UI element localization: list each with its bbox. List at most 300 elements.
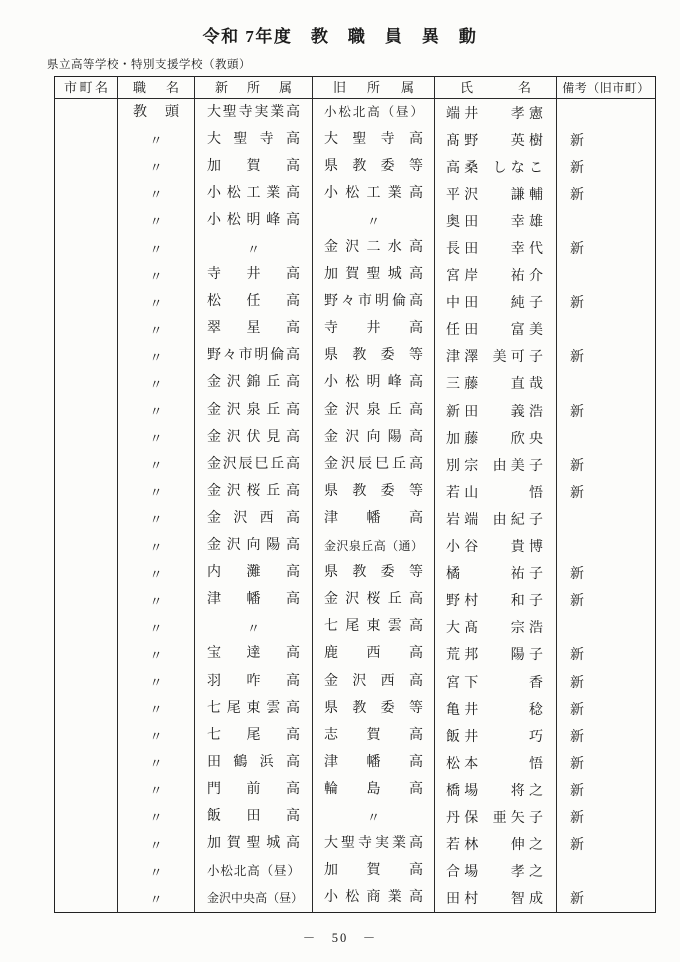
cell-name [435, 262, 557, 289]
first-name: 美可子 [492, 350, 548, 366]
last-name: 新田 [446, 404, 483, 420]
col-header-name [435, 77, 557, 99]
cell-old-school [313, 533, 435, 560]
cell-position [118, 533, 195, 560]
cell-position [118, 641, 195, 668]
ditto-mark: 〃 [149, 133, 163, 149]
person-name [435, 726, 556, 746]
document-subtitle: 県立高等学校・特別支援学校（教頭） [47, 59, 251, 71]
cell-remark [557, 126, 656, 153]
cell-new-school [195, 668, 313, 695]
ditto-mark: 〃 [149, 566, 163, 582]
first-name: 孝憲 [510, 106, 548, 122]
last-name: 髙野 [446, 133, 483, 149]
table-row [55, 289, 656, 316]
cell-city [55, 505, 118, 532]
table-row [55, 776, 656, 803]
distributed-text: 加 賀 聖 城 高 [207, 836, 300, 852]
cell-name [435, 776, 557, 803]
remark-new-badge: 新 [570, 838, 584, 854]
person-name [435, 157, 556, 177]
cell-position [118, 831, 195, 858]
cell-name [435, 370, 557, 397]
ditto-mark: 〃 [149, 864, 163, 880]
cell-old-school [313, 316, 435, 343]
person-name [435, 130, 556, 150]
distributed-text: 金 沢 錦 丘 高 [207, 375, 300, 391]
cell-old-school [313, 180, 435, 207]
cell-city [55, 370, 118, 397]
cell-position [118, 505, 195, 532]
first-name: 亜矢子 [492, 810, 548, 826]
remark-new-badge: 新 [570, 594, 584, 610]
ditto-mark: 〃 [149, 322, 163, 338]
first-name: しなこ [492, 160, 548, 176]
last-name: 荒邦 [446, 648, 483, 664]
cell-position [118, 858, 195, 885]
cell-new-school [195, 370, 313, 397]
cell-remark [557, 560, 656, 587]
distributed-text: 小 松 明 峰 高 [207, 212, 300, 228]
cell-new-school [195, 343, 313, 370]
cell-new-school [195, 397, 313, 424]
cell-remark [557, 749, 656, 776]
cell-remark [557, 397, 656, 424]
person-name [435, 238, 556, 258]
cell-new-school [195, 478, 313, 505]
distributed-text: 野 々 市 明 倫 高 [324, 294, 423, 310]
first-name: 陽子 [510, 648, 548, 664]
cell-new-school [195, 99, 313, 127]
person-name [435, 346, 556, 366]
cell-city [55, 234, 118, 261]
cell-new-school [195, 803, 313, 830]
remark-new-badge: 新 [570, 242, 584, 258]
first-name: 謙輔 [510, 187, 548, 203]
distributed-text: 大 聖 寺 高 [207, 131, 300, 147]
distributed-text: 小 松 工 業 高 [324, 185, 423, 201]
cell-remark [557, 641, 656, 668]
table-row [55, 803, 656, 830]
distributed-text: 七 尾 東 雲 高 [324, 619, 423, 635]
cell-old-school [313, 370, 435, 397]
table-row [55, 424, 656, 451]
cell-city [55, 424, 118, 451]
person-name [435, 699, 556, 719]
cell-new-school [195, 505, 313, 532]
cell-name [435, 505, 557, 532]
cell-city [55, 803, 118, 830]
distributed-text: 金 沢 向 陽 高 [324, 429, 423, 445]
person-name [435, 265, 556, 285]
remark-new-badge: 新 [570, 783, 584, 799]
first-name: 由紀子 [492, 512, 548, 528]
distributed-text: 門 前 高 [207, 781, 300, 797]
distributed-text: 小 松 北 高 （ 昼 ） [207, 863, 300, 878]
first-name: 香 [528, 675, 548, 691]
ditto-mark: 〃 [149, 675, 163, 691]
distributed-text: 津 幡 高 [324, 754, 423, 770]
first-name: 稔 [528, 702, 548, 718]
cell-old-school [313, 722, 435, 749]
cell-new-school [195, 533, 313, 560]
cell-remark [557, 885, 656, 913]
cell-remark [557, 180, 656, 207]
cell-position [118, 695, 195, 722]
distributed-text: 金 沢 西 高 [324, 673, 423, 689]
ditto-mark: 〃 [149, 241, 163, 257]
remark-new-badge: 新 [570, 350, 584, 366]
distributed-text: 寺 井 高 [324, 321, 423, 337]
cell-new-school [195, 722, 313, 749]
distributed-text: 職 名 [133, 80, 179, 95]
last-name: 長田 [446, 242, 483, 258]
document-title: 令和 7年度 教 職 員 異 動 [202, 27, 478, 46]
cell-position [118, 614, 195, 641]
cell-remark [557, 533, 656, 560]
ditto-mark: 〃 [149, 891, 163, 907]
cell-old-school [313, 560, 435, 587]
col-header-position [118, 77, 195, 99]
cell-position [118, 289, 195, 316]
last-name: 合場 [446, 865, 483, 881]
cell-position [118, 803, 195, 830]
distributed-text: 県 教 委 等 [324, 483, 423, 499]
table-row [55, 99, 656, 127]
remark-new-badge: 新 [570, 187, 584, 203]
first-name: 悟 [528, 756, 548, 772]
cell-new-school [195, 180, 313, 207]
remark-new-badge: 新 [570, 729, 584, 745]
cell-old-school [313, 451, 435, 478]
cell-position [118, 478, 195, 505]
ditto-mark: 〃 [149, 268, 163, 284]
last-name: 若林 [446, 838, 483, 854]
distributed-text: 飯 田 高 [207, 808, 300, 824]
first-name: 欣央 [510, 431, 548, 447]
last-name: 宮下 [446, 675, 483, 691]
cell-name [435, 451, 557, 478]
cell-name [435, 722, 557, 749]
distributed-text: 輪 島 高 [324, 781, 423, 797]
distributed-text: 寺 井 高 [207, 267, 300, 283]
table-row [55, 749, 656, 776]
person-name [435, 211, 556, 231]
cell-city [55, 180, 118, 207]
cell-name [435, 858, 557, 885]
distributed-text: 志 賀 高 [324, 727, 423, 743]
person-name [435, 563, 556, 583]
cell-city [55, 153, 118, 180]
table-header-row [55, 77, 656, 99]
cell-remark [557, 776, 656, 803]
cell-position [118, 370, 195, 397]
distributed-text: 金 沢 伏 見 高 [207, 429, 300, 445]
cell-remark [557, 831, 656, 858]
distributed-text: 内 灘 高 [207, 565, 300, 581]
cell-city [55, 695, 118, 722]
last-name: 平沢 [446, 187, 483, 203]
first-name: 宗浩 [510, 621, 548, 637]
ditto-mark: 〃 [149, 376, 163, 392]
cell-new-school [195, 614, 313, 641]
first-name: 将之 [510, 783, 548, 799]
cell-city [55, 126, 118, 153]
ditto-mark: 〃 [149, 431, 163, 447]
last-name: 橘 [446, 567, 465, 583]
cell-new-school [195, 207, 313, 234]
cell-old-school [313, 126, 435, 153]
cell-name [435, 831, 557, 858]
distributed-text: 金 沢 泉 丘 高 （ 通 ） [324, 539, 423, 554]
cell-name [435, 533, 557, 560]
person-name [435, 807, 556, 827]
cell-old-school [313, 262, 435, 289]
last-name: 端井 [446, 106, 483, 122]
table-row [55, 153, 656, 180]
ditto-mark: 〃 [149, 485, 163, 501]
cell-old-school [313, 885, 435, 913]
cell-city [55, 289, 118, 316]
cell-position [118, 397, 195, 424]
ditto-mark: 〃 [149, 837, 163, 853]
cell-remark [557, 858, 656, 885]
cell-name [435, 614, 557, 641]
last-name: 中田 [446, 296, 483, 312]
cell-remark [557, 234, 656, 261]
cell-name [435, 180, 557, 207]
cell-new-school [195, 641, 313, 668]
cell-old-school [313, 505, 435, 532]
ditto-mark: 〃 [149, 620, 163, 636]
first-name: 和子 [510, 594, 548, 610]
cell-name [435, 641, 557, 668]
first-name: 智成 [510, 892, 548, 908]
distributed-text: 金 沢 桜 丘 高 [207, 483, 300, 499]
first-name: 義浩 [510, 404, 548, 420]
cell-remark [557, 614, 656, 641]
first-name: 祐子 [510, 567, 548, 583]
distributed-text: 野 々 市 明 倫 高 [207, 348, 300, 364]
ditto-mark: 〃 [149, 729, 163, 745]
cell-new-school [195, 262, 313, 289]
cell-position [118, 153, 195, 180]
distributed-text: 旧 所 属 [333, 80, 414, 95]
cell-name [435, 397, 557, 424]
distributed-text: 津 幡 高 [324, 510, 423, 526]
cell-name [435, 234, 557, 261]
remark-new-badge: 新 [570, 485, 584, 501]
cell-position [118, 316, 195, 343]
cell-remark [557, 343, 656, 370]
cell-new-school [195, 289, 313, 316]
last-name: 津澤 [446, 350, 483, 366]
first-name: 純子 [510, 296, 548, 312]
last-name: 丹保 [446, 810, 483, 826]
person-name [435, 617, 556, 637]
cell-remark [557, 478, 656, 505]
cell-old-school [313, 803, 435, 830]
cell-remark [557, 668, 656, 695]
distributed-text: 羽 咋 高 [207, 673, 300, 689]
cell-name [435, 153, 557, 180]
remark-new-badge: 新 [570, 404, 584, 420]
last-name: 任田 [446, 323, 483, 339]
first-name: 伸之 [510, 838, 548, 854]
person-name [435, 401, 556, 421]
remark-new-badge: 新 [570, 756, 584, 772]
page-number: － 50 － [302, 931, 378, 945]
cell-name [435, 885, 557, 913]
distributed-text: 金 沢 西 高 [207, 510, 300, 526]
cell-position [118, 99, 195, 127]
distributed-text: 県 教 委 等 [324, 565, 423, 581]
cell-remark [557, 722, 656, 749]
person-name [435, 536, 556, 556]
person-name [435, 455, 556, 475]
cell-remark [557, 153, 656, 180]
cell-name [435, 695, 557, 722]
first-name: 由美子 [492, 458, 548, 474]
last-name: 宮岸 [446, 269, 483, 285]
cell-remark [557, 370, 656, 397]
person-name [435, 509, 556, 529]
cell-old-school [313, 424, 435, 451]
person-name [435, 319, 556, 339]
last-name: 野村 [446, 594, 483, 610]
table-row [55, 641, 656, 668]
remark-new-badge: 新 [570, 702, 584, 718]
cell-new-school [195, 316, 313, 343]
cell-remark [557, 424, 656, 451]
first-name: 英樹 [510, 133, 548, 149]
distributed-text: 金 沢 辰 巳 丘 高 [324, 456, 423, 472]
cell-position [118, 343, 195, 370]
ditto-mark: 〃 [149, 593, 163, 609]
cell-position [118, 668, 195, 695]
cell-old-school [313, 858, 435, 885]
cell-name [435, 749, 557, 776]
remark-new-badge: 新 [570, 892, 584, 908]
cell-remark [557, 451, 656, 478]
table-row [55, 505, 656, 532]
cell-position [118, 451, 195, 478]
ditto-mark: 〃 [149, 756, 163, 772]
distributed-text: 田 鶴 浜 高 [207, 754, 300, 770]
first-name: 悟 [528, 485, 548, 501]
distributed-text: 氏 名 [460, 80, 531, 95]
person-name [435, 482, 556, 502]
cell-new-school [195, 560, 313, 587]
distributed-text: 鹿 西 高 [324, 646, 423, 662]
distributed-text: 金 沢 辰 巳 丘 高 [207, 456, 300, 472]
cell-old-school [313, 831, 435, 858]
cell-remark [557, 587, 656, 614]
last-name: 別宗 [446, 458, 483, 474]
cell-city [55, 885, 118, 913]
cell-old-school [313, 776, 435, 803]
ditto-mark: 〃 [149, 160, 163, 176]
cell-name [435, 99, 557, 127]
cell-city [55, 99, 118, 127]
distributed-text: 金 沢 泉 丘 高 [324, 402, 423, 418]
cell-city [55, 397, 118, 424]
last-name: 奥田 [446, 214, 483, 230]
cell-position [118, 885, 195, 913]
ditto-mark: 〃 [246, 620, 260, 636]
last-name: 高桑 [446, 160, 483, 176]
cell-old-school [313, 668, 435, 695]
table-row [55, 207, 656, 234]
cell-position [118, 126, 195, 153]
person-name [435, 753, 556, 773]
cell-city [55, 207, 118, 234]
ditto-mark: 〃 [149, 512, 163, 528]
cell-old-school [313, 234, 435, 261]
person-name [435, 184, 556, 204]
person-name [435, 103, 556, 123]
distributed-text: 金 沢 泉 丘 高 [207, 402, 300, 418]
table-body [55, 99, 656, 913]
table-row [55, 397, 656, 424]
last-name: 飯井 [446, 729, 483, 745]
cell-old-school [313, 153, 435, 180]
distributed-text: 津 幡 高 [207, 592, 300, 608]
cell-city [55, 451, 118, 478]
person-name [435, 888, 556, 908]
table-row [55, 478, 656, 505]
table-row [55, 722, 656, 749]
cell-name [435, 207, 557, 234]
cell-city [55, 560, 118, 587]
table-row [55, 262, 656, 289]
personnel-table-wrapper [54, 76, 656, 913]
cell-name [435, 424, 557, 451]
person-name [435, 373, 556, 393]
cell-new-school [195, 126, 313, 153]
first-name: 巧 [528, 729, 548, 745]
table-row [55, 668, 656, 695]
cell-new-school [195, 776, 313, 803]
cell-name [435, 126, 557, 153]
person-name [435, 834, 556, 854]
distributed-text: 大 聖 寺 実 業 高 [207, 104, 300, 120]
cell-city [55, 776, 118, 803]
cell-city [55, 587, 118, 614]
last-name: 小谷 [446, 540, 483, 556]
cell-old-school [313, 749, 435, 776]
distributed-text: 小 松 商 業 高 [324, 890, 423, 906]
cell-city [55, 668, 118, 695]
cell-position [118, 234, 195, 261]
cell-position [118, 749, 195, 776]
remark-new-badge: 新 [570, 810, 584, 826]
first-name: 富美 [510, 323, 548, 339]
distributed-text: 金 沢 向 陽 高 [207, 538, 300, 554]
distributed-text: 県 教 委 等 [324, 700, 423, 716]
cell-old-school [313, 587, 435, 614]
ditto-mark: 〃 [149, 647, 163, 663]
remark-new-badge: 新 [570, 567, 584, 583]
cell-name [435, 587, 557, 614]
cell-new-school [195, 831, 313, 858]
distributed-text: 金 沢 桜 丘 高 [324, 592, 423, 608]
distributed-text: 松 任 高 [207, 294, 300, 310]
table-row [55, 858, 656, 885]
table-row [55, 560, 656, 587]
cell-city [55, 316, 118, 343]
first-name: 幸代 [510, 242, 548, 258]
